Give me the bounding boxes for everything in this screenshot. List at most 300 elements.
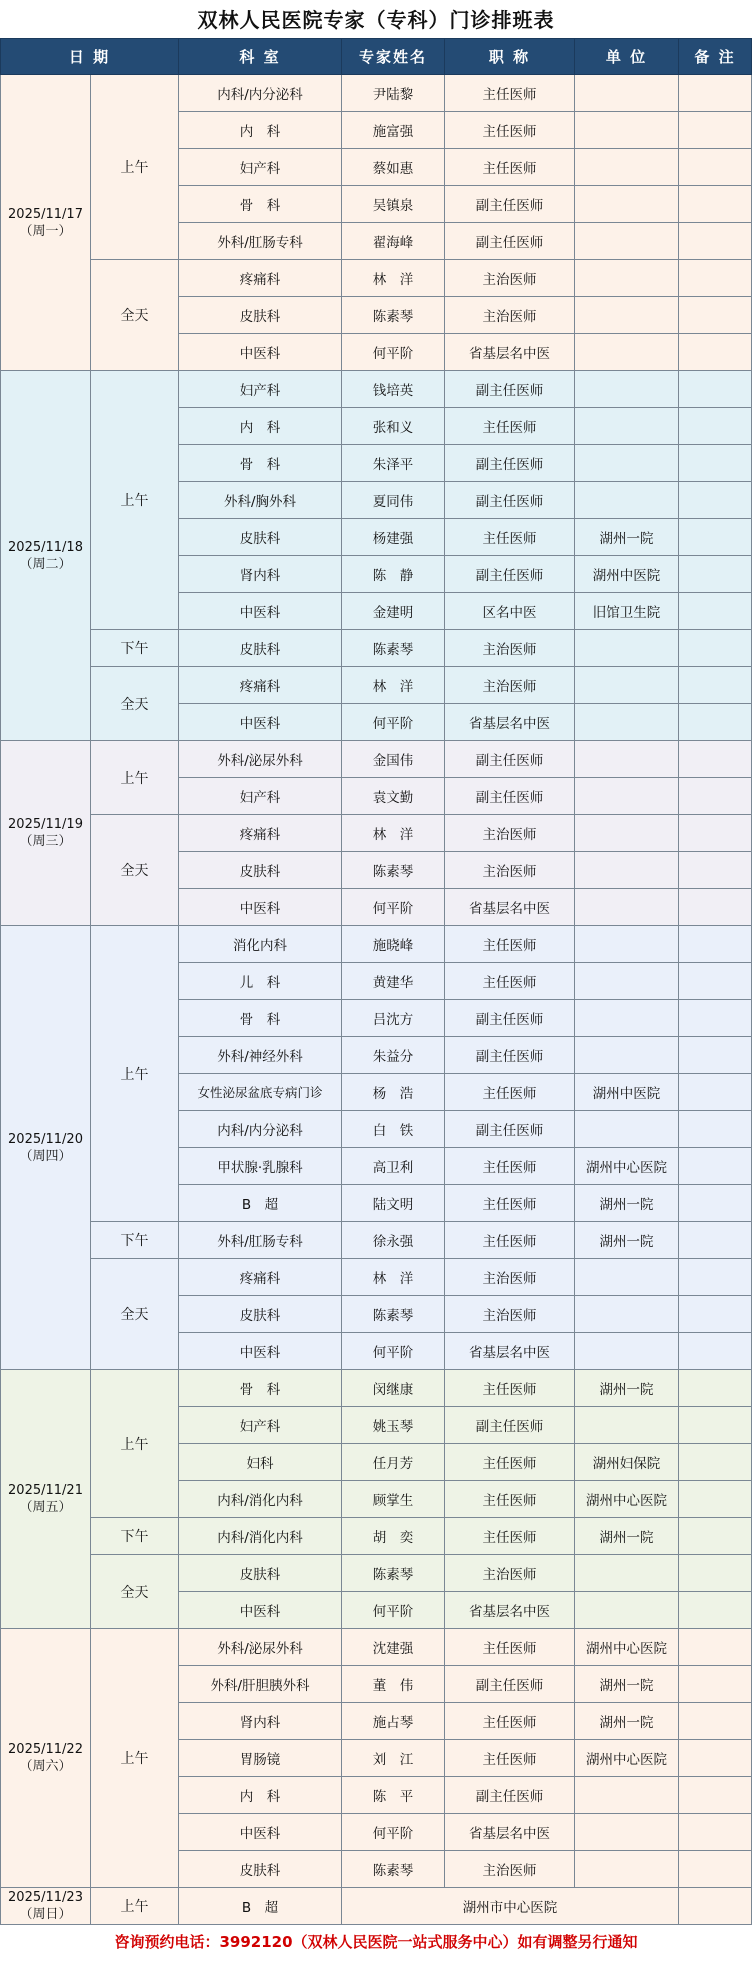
unit-cell xyxy=(575,704,679,741)
dept-cell: 外科/肛肠专科 xyxy=(179,223,342,260)
title-cell: 主治医师 xyxy=(445,1851,575,1888)
doctor-cell: 何平阶 xyxy=(342,1814,445,1851)
header-date: 日 期 xyxy=(1,39,179,75)
table-row xyxy=(1,667,752,704)
schedule-body xyxy=(1,75,752,1925)
table-row xyxy=(1,75,752,112)
dept-cell: 外科/泌尿外科 xyxy=(179,1629,342,1666)
doctor-cell: 高卫利 xyxy=(342,1148,445,1185)
note-cell xyxy=(679,519,752,556)
period-cell: 上午 xyxy=(91,75,179,260)
title-cell: 省基层名中医 xyxy=(445,334,575,371)
title-cell: 主治医师 xyxy=(445,297,575,334)
note-cell xyxy=(679,1740,752,1777)
doctor-cell: 尹陆黎 xyxy=(342,75,445,112)
title-cell: 副主任医师 xyxy=(445,186,575,223)
unit-cell xyxy=(575,963,679,1000)
date-text: 2025/11/19 xyxy=(8,817,83,832)
table-row xyxy=(1,1888,752,1925)
period-cell: 上午 xyxy=(91,741,179,815)
unit-cell xyxy=(575,1592,679,1629)
unit-cell xyxy=(575,1259,679,1296)
doctor-cell: 夏同伟 xyxy=(342,482,445,519)
date-text: 2025/11/22 xyxy=(8,1742,83,1757)
unit-cell xyxy=(575,1814,679,1851)
note-cell xyxy=(679,1629,752,1666)
doctor-cell: 朱益分 xyxy=(342,1037,445,1074)
unit-cell xyxy=(575,1851,679,1888)
doctor-cell: 何平阶 xyxy=(342,704,445,741)
unit-cell xyxy=(575,926,679,963)
dept-cell: 中医科 xyxy=(179,1592,342,1629)
note-cell xyxy=(679,741,752,778)
doctor-cell: 杨 浩 xyxy=(342,1074,445,1111)
note-cell xyxy=(679,1185,752,1222)
doctor-cell: 任月芳 xyxy=(342,1444,445,1481)
doctor-cell: 吕沈方 xyxy=(342,1000,445,1037)
note-cell xyxy=(679,223,752,260)
title-cell: 副主任医师 xyxy=(445,223,575,260)
dept-cell: 皮肤科 xyxy=(179,1555,342,1592)
table-header-row xyxy=(1,39,752,75)
dept-cell: 中医科 xyxy=(179,1814,342,1851)
unit-cell xyxy=(575,260,679,297)
title-cell: 区名中医 xyxy=(445,593,575,630)
doctor-cell: 陈素琴 xyxy=(342,1555,445,1592)
note-cell xyxy=(679,963,752,1000)
doctor-cell: 闵继康 xyxy=(342,1370,445,1407)
unit-cell xyxy=(575,889,679,926)
unit-cell xyxy=(575,371,679,408)
dept-cell: 妇产科 xyxy=(179,778,342,815)
note-cell xyxy=(679,1592,752,1629)
dept-cell: 骨 科 xyxy=(179,445,342,482)
unit-cell: 湖州一院 xyxy=(575,1185,679,1222)
title-cell: 主任医师 xyxy=(445,1444,575,1481)
note-cell xyxy=(679,1000,752,1037)
doctor-cell: 陈素琴 xyxy=(342,297,445,334)
note-cell xyxy=(679,1518,752,1555)
note-cell xyxy=(679,482,752,519)
title-cell: 主任医师 xyxy=(445,112,575,149)
doctor-cell: 何平阶 xyxy=(342,1592,445,1629)
merged-unit-cell: 湖州市中心医院 xyxy=(342,1888,679,1925)
table-row xyxy=(1,1518,752,1555)
dept-cell: 内科/内分泌科 xyxy=(179,75,342,112)
title-cell: 副主任医师 xyxy=(445,1407,575,1444)
table-row xyxy=(1,1629,752,1666)
dept-cell: 外科/神经外科 xyxy=(179,1037,342,1074)
note-cell xyxy=(679,630,752,667)
note-cell xyxy=(679,1666,752,1703)
title-cell: 副主任医师 xyxy=(445,556,575,593)
dept-cell: 妇产科 xyxy=(179,1407,342,1444)
note-cell xyxy=(679,297,752,334)
unit-cell xyxy=(575,1407,679,1444)
unit-cell xyxy=(575,297,679,334)
note-cell xyxy=(679,1333,752,1370)
doctor-cell: 蔡如惠 xyxy=(342,149,445,186)
title-cell: 主任医师 xyxy=(445,1185,575,1222)
schedule-table xyxy=(0,38,752,1925)
title-cell: 省基层名中医 xyxy=(445,889,575,926)
unit-cell: 湖州一院 xyxy=(575,1518,679,1555)
note-cell xyxy=(679,1555,752,1592)
title-cell: 主任医师 xyxy=(445,149,575,186)
dept-cell: 肾内科 xyxy=(179,1703,342,1740)
footer-contact: 咨询预约电话：3992120（双林人民医院一站式服务中心）如有调整另行通知 xyxy=(114,1933,638,1951)
doctor-cell: 白 铁 xyxy=(342,1111,445,1148)
note-cell xyxy=(679,593,752,630)
unit-cell xyxy=(575,112,679,149)
title-cell: 主任医师 xyxy=(445,1629,575,1666)
unit-cell xyxy=(575,223,679,260)
doctor-cell: 袁文勤 xyxy=(342,778,445,815)
title-cell: 主任医师 xyxy=(445,519,575,556)
unit-cell xyxy=(575,1000,679,1037)
doctor-cell: 杨建强 xyxy=(342,519,445,556)
note-cell xyxy=(679,112,752,149)
unit-cell xyxy=(575,482,679,519)
note-cell xyxy=(679,815,752,852)
unit-cell xyxy=(575,815,679,852)
title-cell: 副主任医师 xyxy=(445,482,575,519)
unit-cell xyxy=(575,1296,679,1333)
header-unit: 单 位 xyxy=(575,39,679,75)
unit-cell: 湖州一院 xyxy=(575,519,679,556)
weekday-text: （周五） xyxy=(19,1500,72,1515)
note-cell xyxy=(679,1444,752,1481)
note-cell xyxy=(679,852,752,889)
dept-cell: 中医科 xyxy=(179,704,342,741)
doctor-cell: 顾掌生 xyxy=(342,1481,445,1518)
date-text: 2025/11/20 xyxy=(8,1131,83,1147)
doctor-cell: 施占琴 xyxy=(342,1703,445,1740)
title-cell: 主任医师 xyxy=(445,1703,575,1740)
dept-cell: 皮肤科 xyxy=(179,852,342,889)
note-cell xyxy=(679,1777,752,1814)
dept-cell: 骨 科 xyxy=(179,186,342,223)
title-cell: 副主任医师 xyxy=(445,741,575,778)
dept-cell: 妇产科 xyxy=(179,149,342,186)
dept-cell: 胃肠镜 xyxy=(179,1740,342,1777)
unit-cell: 湖州中医院 xyxy=(575,556,679,593)
note-cell xyxy=(679,926,752,963)
title-cell: 副主任医师 xyxy=(445,445,575,482)
period-cell: 上午 xyxy=(91,1629,179,1888)
title-cell: 主任医师 xyxy=(445,75,575,112)
doctor-cell: 翟海峰 xyxy=(342,223,445,260)
title-cell: 主治医师 xyxy=(445,1555,575,1592)
title-cell: 主任医师 xyxy=(445,963,575,1000)
dept-cell: 甲状腺·乳腺科 xyxy=(179,1148,342,1185)
note-cell xyxy=(679,1407,752,1444)
title-cell: 副主任医师 xyxy=(445,1777,575,1814)
period-cell: 上午 xyxy=(91,1888,179,1925)
dept-cell: 肾内科 xyxy=(179,556,342,593)
dept-cell: 疼痛科 xyxy=(179,260,342,297)
unit-cell: 湖州一院 xyxy=(575,1222,679,1259)
period-cell: 上午 xyxy=(91,371,179,630)
note-cell xyxy=(679,1296,752,1333)
weekday-text: （周一） xyxy=(19,223,72,239)
doctor-cell: 陈素琴 xyxy=(342,1296,445,1333)
title-cell: 主任医师 xyxy=(445,1740,575,1777)
note-cell xyxy=(679,260,752,297)
period-cell: 全天 xyxy=(91,1259,179,1370)
doctor-cell: 金国伟 xyxy=(342,741,445,778)
note-cell xyxy=(679,1148,752,1185)
period-cell: 下午 xyxy=(91,1222,179,1259)
table-row xyxy=(1,1222,752,1259)
unit-cell: 湖州中心医院 xyxy=(575,1740,679,1777)
date-cell xyxy=(1,75,91,371)
title-cell: 主治医师 xyxy=(445,260,575,297)
unit-cell xyxy=(575,1037,679,1074)
doctor-cell: 吴镇泉 xyxy=(342,186,445,223)
table-row xyxy=(1,1259,752,1296)
note-cell xyxy=(679,371,752,408)
header-dept: 科 室 xyxy=(179,39,342,75)
weekday-text: （周六） xyxy=(19,1759,72,1774)
page-title: 双林人民医院专家（专科）门诊排班表 xyxy=(197,8,555,32)
dept-cell: 中医科 xyxy=(179,593,342,630)
dept-cell: 疼痛科 xyxy=(179,815,342,852)
note-cell xyxy=(679,1888,752,1925)
doctor-cell: 刘 江 xyxy=(342,1740,445,1777)
note-cell xyxy=(679,1037,752,1074)
doctor-cell: 陆文明 xyxy=(342,1185,445,1222)
unit-cell: 湖州一院 xyxy=(575,1703,679,1740)
note-cell xyxy=(679,704,752,741)
table-row xyxy=(1,741,752,778)
title-cell: 省基层名中医 xyxy=(445,1333,575,1370)
dept-cell: 女性泌尿盆底专病门诊 xyxy=(179,1074,342,1111)
title-cell: 副主任医师 xyxy=(445,778,575,815)
unit-cell xyxy=(575,408,679,445)
title-cell: 副主任医师 xyxy=(445,371,575,408)
date-text: 2025/11/21 xyxy=(8,1483,83,1498)
table-row xyxy=(1,1370,752,1407)
header-doctor: 专家姓名 xyxy=(342,39,445,75)
dept-cell: 中医科 xyxy=(179,889,342,926)
unit-cell xyxy=(575,741,679,778)
doctor-cell: 钱培英 xyxy=(342,371,445,408)
table-row xyxy=(1,630,752,667)
title-cell: 主治医师 xyxy=(445,852,575,889)
table-row xyxy=(1,371,752,408)
doctor-cell: 陈素琴 xyxy=(342,1851,445,1888)
dept-cell: 外科/泌尿外科 xyxy=(179,741,342,778)
period-cell: 上午 xyxy=(91,926,179,1222)
note-cell xyxy=(679,186,752,223)
unit-cell xyxy=(575,667,679,704)
title-cell: 主任医师 xyxy=(445,1481,575,1518)
dept-cell: 内科/消化内科 xyxy=(179,1518,342,1555)
weekday-text: （周四） xyxy=(19,1148,72,1164)
unit-cell: 湖州中心医院 xyxy=(575,1148,679,1185)
dept-cell: 皮肤科 xyxy=(179,1851,342,1888)
doctor-cell: 何平阶 xyxy=(342,1333,445,1370)
title-cell: 主任医师 xyxy=(445,1074,575,1111)
note-cell xyxy=(679,1370,752,1407)
title-cell: 省基层名中医 xyxy=(445,704,575,741)
title-cell: 主任医师 xyxy=(445,1518,575,1555)
note-cell xyxy=(679,667,752,704)
date-cell xyxy=(1,1370,91,1629)
dept-cell: 外科/肛肠专科 xyxy=(179,1222,342,1259)
dept-cell: B 超 xyxy=(179,1185,342,1222)
unit-cell: 湖州中心医院 xyxy=(575,1629,679,1666)
doctor-cell: 林 洋 xyxy=(342,1259,445,1296)
doctor-cell: 陈 静 xyxy=(342,556,445,593)
unit-cell: 湖州一院 xyxy=(575,1370,679,1407)
dept-cell: 内 科 xyxy=(179,1777,342,1814)
title-cell: 主任医师 xyxy=(445,926,575,963)
doctor-cell: 陈素琴 xyxy=(342,630,445,667)
doctor-cell: 姚玉琴 xyxy=(342,1407,445,1444)
title-cell: 省基层名中医 xyxy=(445,1592,575,1629)
note-cell xyxy=(679,1259,752,1296)
doctor-cell: 沈建强 xyxy=(342,1629,445,1666)
date-cell xyxy=(1,1888,91,1925)
dept-cell: 皮肤科 xyxy=(179,519,342,556)
dept-cell: 内科/内分泌科 xyxy=(179,1111,342,1148)
doctor-cell: 陈素琴 xyxy=(342,852,445,889)
title-cell: 主治医师 xyxy=(445,1296,575,1333)
date-text: 2025/11/18 xyxy=(8,539,83,555)
period-cell: 全天 xyxy=(91,260,179,371)
period-cell: 下午 xyxy=(91,1518,179,1555)
unit-cell: 湖州中心医院 xyxy=(575,1481,679,1518)
period-cell: 全天 xyxy=(91,815,179,926)
weekday-text: （周三） xyxy=(19,834,72,849)
note-cell xyxy=(679,75,752,112)
weekday-text: （周日） xyxy=(19,1907,72,1922)
date-text: 2025/11/23 xyxy=(8,1890,83,1905)
note-cell xyxy=(679,149,752,186)
note-cell xyxy=(679,889,752,926)
dept-cell: 内科/消化内科 xyxy=(179,1481,342,1518)
unit-cell xyxy=(575,149,679,186)
period-cell: 下午 xyxy=(91,630,179,667)
note-cell xyxy=(679,1481,752,1518)
title-cell: 副主任医师 xyxy=(445,1111,575,1148)
table-row xyxy=(1,1555,752,1592)
date-cell xyxy=(1,741,91,926)
title-cell: 主任医师 xyxy=(445,408,575,445)
dept-cell: 外科/肝胆胰外科 xyxy=(179,1666,342,1703)
unit-cell xyxy=(575,334,679,371)
doctor-cell: 陈 平 xyxy=(342,1777,445,1814)
dept-cell: 骨 科 xyxy=(179,1000,342,1037)
weekday-text: （周二） xyxy=(19,556,72,572)
doctor-cell: 徐永强 xyxy=(342,1222,445,1259)
unit-cell xyxy=(575,1777,679,1814)
title-cell: 主任医师 xyxy=(445,1370,575,1407)
title-cell: 主治医师 xyxy=(445,667,575,704)
table-row xyxy=(1,926,752,963)
dept-cell: 内 科 xyxy=(179,112,342,149)
doctor-cell: 张和义 xyxy=(342,408,445,445)
note-cell xyxy=(679,1703,752,1740)
date-cell xyxy=(1,371,91,741)
dept-cell: 内 科 xyxy=(179,408,342,445)
dept-cell: 儿 科 xyxy=(179,963,342,1000)
dept-cell: 疼痛科 xyxy=(179,1259,342,1296)
date-cell xyxy=(1,1629,91,1888)
unit-cell xyxy=(575,1333,679,1370)
note-cell xyxy=(679,445,752,482)
title-cell: 主治医师 xyxy=(445,1259,575,1296)
unit-cell xyxy=(575,1555,679,1592)
unit-cell: 湖州一院 xyxy=(575,1666,679,1703)
date-text: 2025/11/17 xyxy=(8,206,83,222)
title-cell: 主治医师 xyxy=(445,630,575,667)
title-cell: 主任医师 xyxy=(445,1148,575,1185)
unit-cell xyxy=(575,630,679,667)
dept-cell: B 超 xyxy=(179,1888,342,1925)
table-row xyxy=(1,815,752,852)
title-cell: 主任医师 xyxy=(445,1222,575,1259)
period-cell: 全天 xyxy=(91,667,179,741)
title-cell: 副主任医师 xyxy=(445,1037,575,1074)
doctor-cell: 林 洋 xyxy=(342,815,445,852)
period-cell: 全天 xyxy=(91,1555,179,1629)
doctor-cell: 朱泽平 xyxy=(342,445,445,482)
doctor-cell: 黄建华 xyxy=(342,963,445,1000)
dept-cell: 消化内科 xyxy=(179,926,342,963)
doctor-cell: 施晓峰 xyxy=(342,926,445,963)
doctor-cell: 林 洋 xyxy=(342,260,445,297)
note-cell xyxy=(679,778,752,815)
unit-cell: 湖州中医院 xyxy=(575,1074,679,1111)
dept-cell: 妇产科 xyxy=(179,371,342,408)
doctor-cell: 何平阶 xyxy=(342,889,445,926)
date-cell xyxy=(1,926,91,1370)
doctor-cell: 董 伟 xyxy=(342,1666,445,1703)
note-cell xyxy=(679,334,752,371)
note-cell xyxy=(679,1851,752,1888)
unit-cell xyxy=(575,445,679,482)
doctor-cell: 林 洋 xyxy=(342,667,445,704)
dept-cell: 疼痛科 xyxy=(179,667,342,704)
table-row xyxy=(1,260,752,297)
dept-cell: 外科/胸外科 xyxy=(179,482,342,519)
doctor-cell: 金建明 xyxy=(342,593,445,630)
note-cell xyxy=(679,1074,752,1111)
doctor-cell: 胡 奕 xyxy=(342,1518,445,1555)
header-note: 备 注 xyxy=(679,39,752,75)
note-cell xyxy=(679,556,752,593)
dept-cell: 妇科 xyxy=(179,1444,342,1481)
title-cell: 省基层名中医 xyxy=(445,1814,575,1851)
header-title: 职 称 xyxy=(445,39,575,75)
dept-cell: 中医科 xyxy=(179,1333,342,1370)
unit-cell: 湖州妇保院 xyxy=(575,1444,679,1481)
unit-cell: 旧馆卫生院 xyxy=(575,593,679,630)
unit-cell xyxy=(575,778,679,815)
dept-cell: 皮肤科 xyxy=(179,630,342,667)
title-cell: 副主任医师 xyxy=(445,1666,575,1703)
note-cell xyxy=(679,1814,752,1851)
dept-cell: 皮肤科 xyxy=(179,297,342,334)
title-cell: 主治医师 xyxy=(445,815,575,852)
unit-cell xyxy=(575,75,679,112)
note-cell xyxy=(679,1111,752,1148)
doctor-cell: 何平阶 xyxy=(342,334,445,371)
unit-cell xyxy=(575,852,679,889)
